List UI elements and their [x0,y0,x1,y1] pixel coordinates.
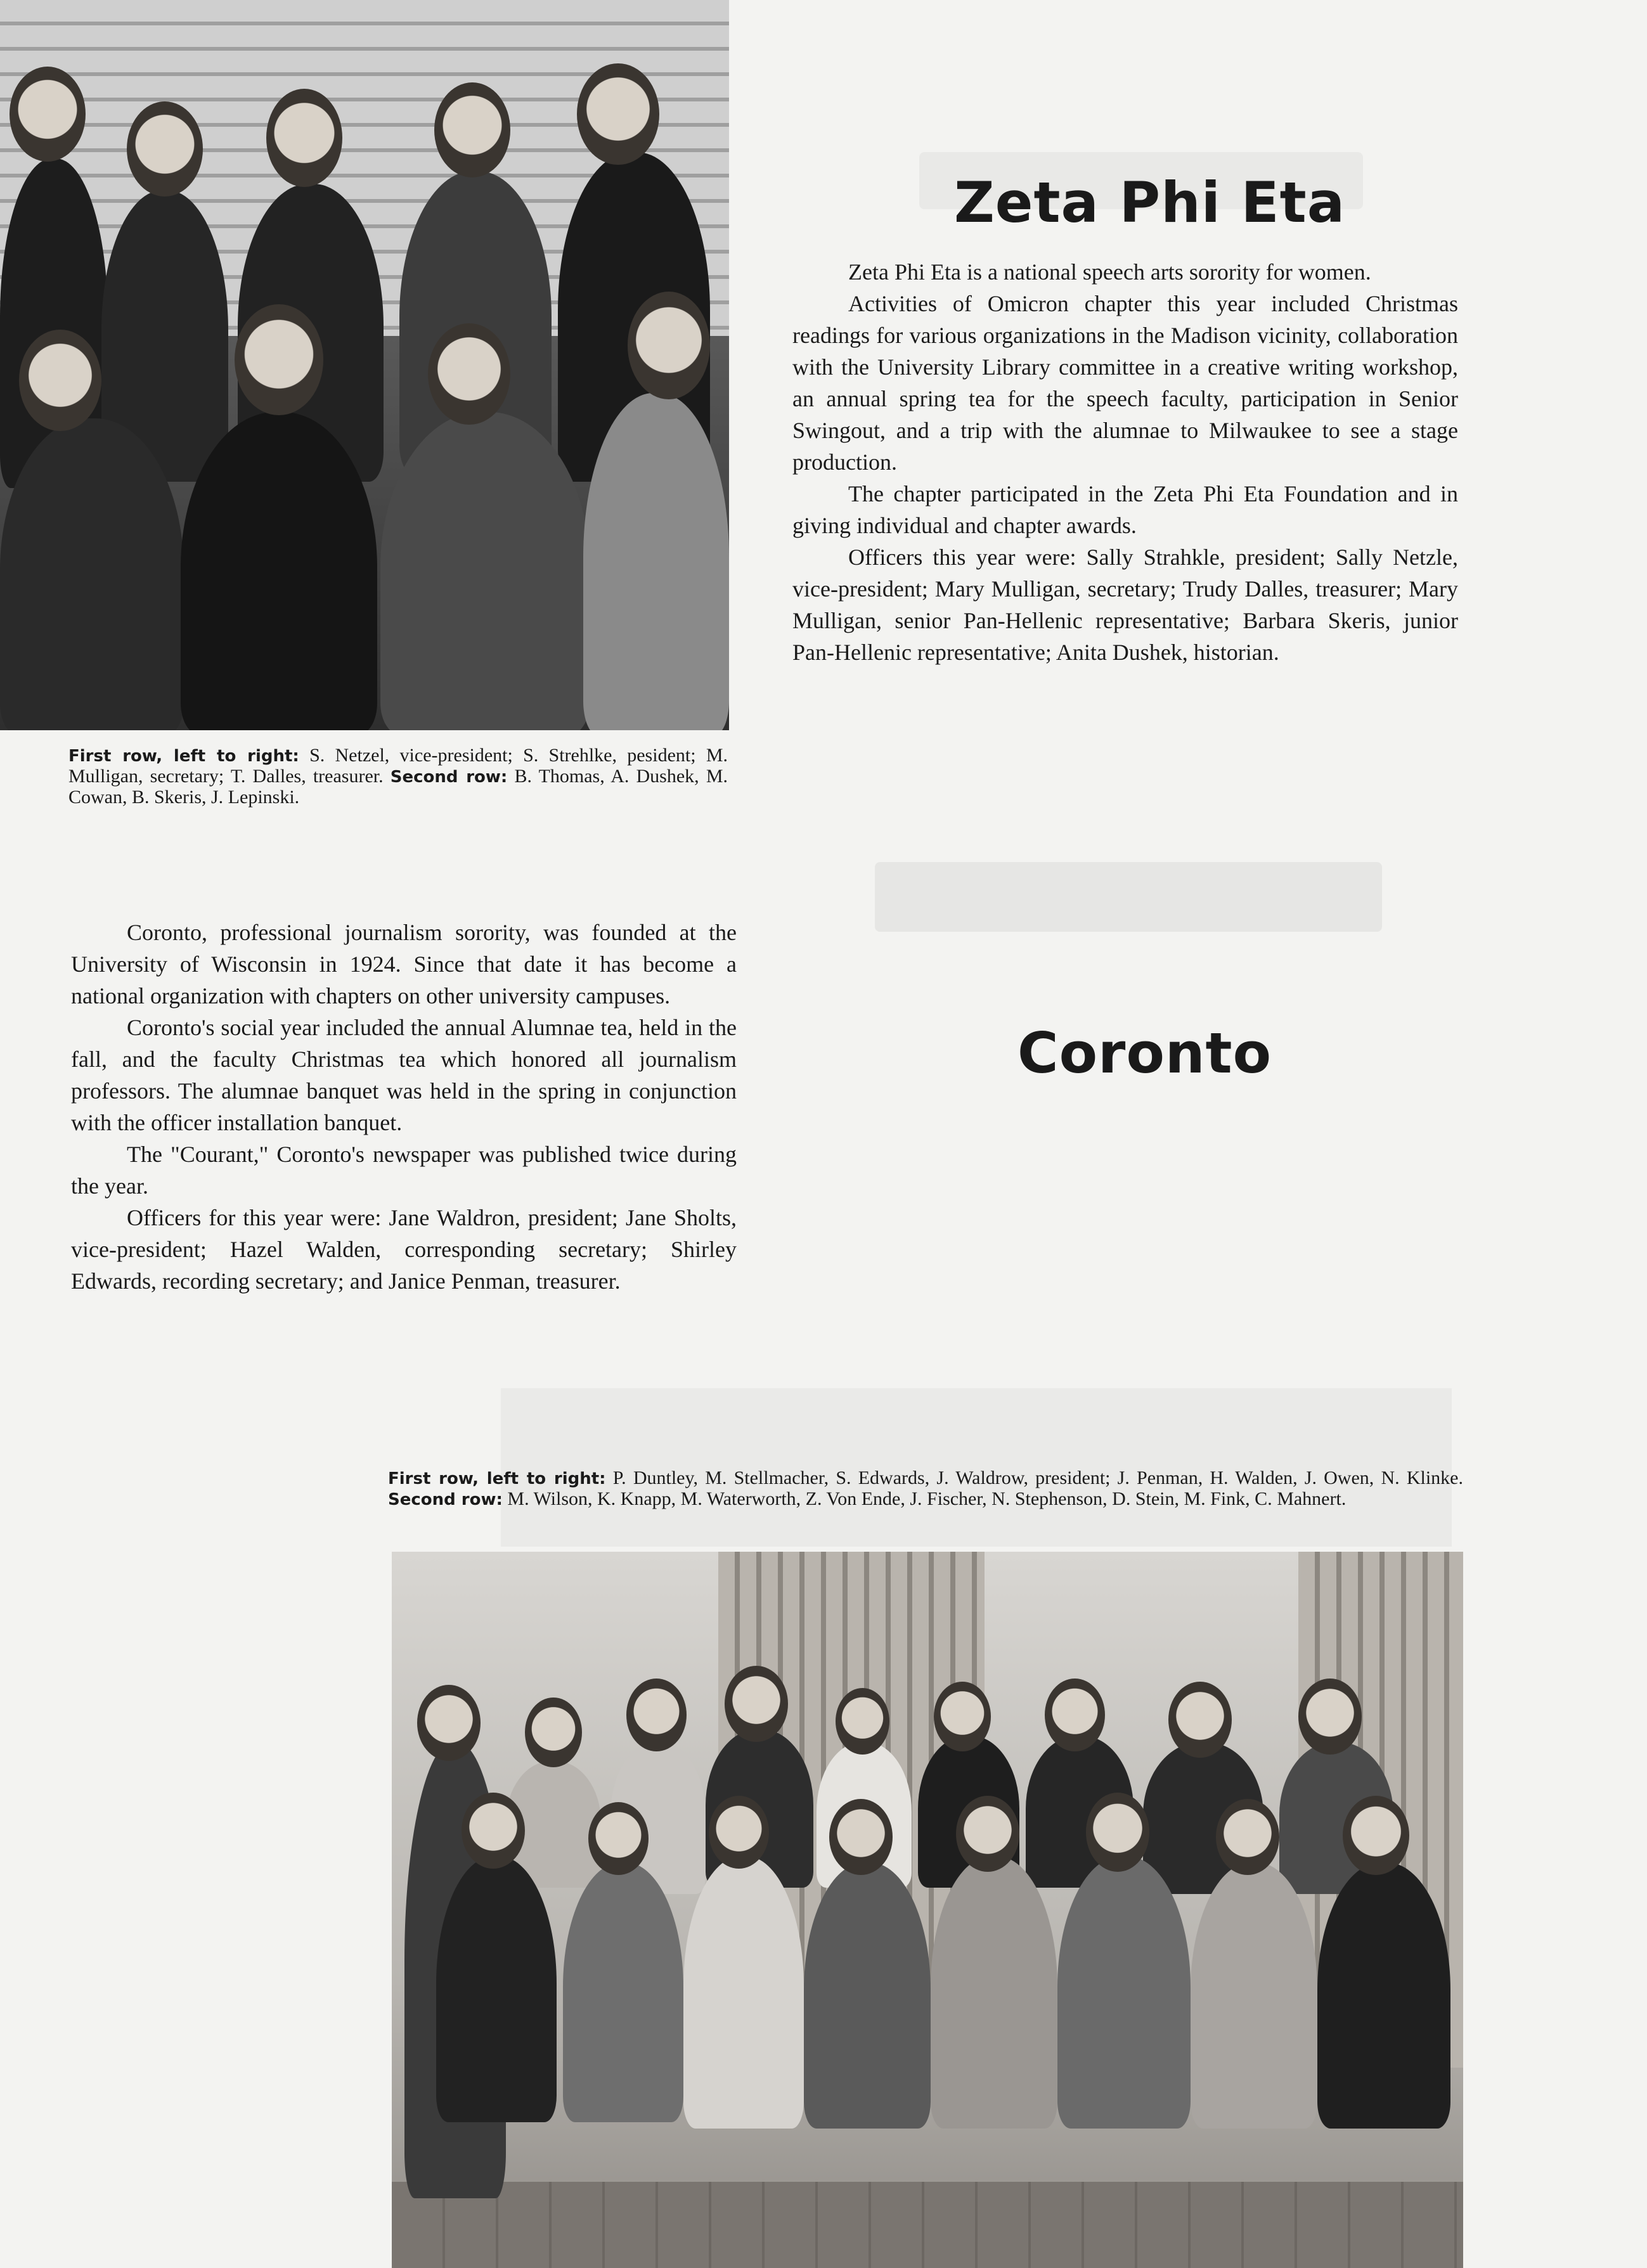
member-figure [563,1862,683,2122]
member-head [588,1802,649,1875]
member-head [725,1666,788,1742]
member-head [829,1799,893,1875]
member-head [417,1685,481,1761]
member-head [428,323,510,425]
coronto-title: Coronto [1017,1021,1272,1086]
member-head [1216,1799,1279,1875]
coronto-photo-caption [388,1468,1463,1510]
member-head [10,67,86,162]
member-figure [583,393,729,730]
member-figure [380,412,590,730]
member-head [266,89,342,187]
coronto-paragraph: Coronto's social year included the annual Alumnae tea, held in the fall, and the faculty Christmas tea which honored all journalism professors. The alumnae banquet was held in the spring in conjunction with the officer installation banquet. [71,1015,737,1135]
member-head [934,1682,991,1751]
member-head [1045,1678,1105,1751]
member-head [19,330,101,431]
member-figure [804,1862,931,2129]
member-head [1168,1682,1232,1758]
zeta-paragraph: Zeta Phi Eta is a national speech arts sorority for women. [848,259,1371,285]
coronto-body [71,917,737,1297]
coronto-paragraph: The "Courant," Coronto's newspaper was published twice during the year. [71,1142,737,1199]
member-figure [181,412,377,730]
member-figure [436,1856,557,2122]
member-head [836,1688,889,1755]
zeta-phi-eta-title: Zeta Phi Eta [954,170,1346,235]
zeta-phi-eta-body [792,256,1458,668]
zeta-paragraph: Officers this year were: Sally Strahkle, president; Sally Netzle, vice-president; Mary Mulligan, secretary; Trudy Dalles, treasurer; Mary Mulligan, senior Pan-Hellenic representative; Barbara Skeris, junior Pan-Hellenic representative; Anita Dushek, historian. [792,544,1458,665]
wooden-floor [392,2182,1463,2268]
member-head [1298,1678,1362,1755]
member-head [434,82,510,177]
zeta-paragraph: Activities of Omicron chapter this year included Christmas readings for various organizations in the Madison vicinity, collaboration with the University Library committee in a creative writing workshop, an annual spring tea for the speech faculty, participation in Senior Swingout, and a trip with the alumnae to Milwaukee to see a stage production. [792,291,1458,475]
caption-row2-label: Second row: [388,1490,503,1509]
member-head [709,1796,769,1869]
caption-row2-names: M. Wilson, K. Knapp, M. Waterworth, Z. Von Ende, J. Fischer, N. Stephenson, D. Stein, M. Fink, C. Mahnert. [507,1488,1347,1509]
member-head [577,63,659,165]
zeta-paragraph: The chapter participated in the Zeta Phi Eta Foundation and in giving individual and chapter awards. [792,481,1458,538]
coronto-paragraph: Officers for this year were: Jane Waldron, president; Jane Sholts, vice-president; Hazel Walden, corresponding secretary; Shirley Edwards, recording secretary; and Janice Penman, treasurer. [71,1205,737,1294]
member-head [1086,1793,1149,1872]
member-head [462,1793,525,1869]
zeta-phi-eta-group-photo [0,0,729,730]
coronto-group-photo [392,1552,1463,2268]
zeta-photo-caption [68,745,728,808]
caption-row1-label: First row, left to right: [68,747,299,766]
coronto-paragraph: Coronto, professional journalism sorority, was founded at the University of Wisconsin in 1924. Since that date it has become a national organization with chapters on other university campuses. [71,920,737,1008]
caption-row1-names: P. Duntley, M. Stellmacher, S. Edwards, J. Waldrow, president; J. Penman, H. Walden, J. Owen, N. Klinke. [612,1467,1463,1488]
caption-row1-label: First row, left to right: [388,1469,606,1488]
member-head [1343,1796,1409,1875]
member-head [626,1678,687,1751]
member-figure [1317,1862,1450,2129]
caption-row1-names: S. Netzel, vice-president; S. Strehlke, pesident; M. Mulligan, secretary; T. Dalles, treasurer. [68,745,728,787]
member-head [525,1698,582,1767]
member-figure [931,1856,1057,2129]
bleed-through-heading [875,862,1382,932]
member-figure [1191,1862,1317,2129]
member-head [235,304,323,415]
member-head [127,101,203,197]
member-figure [1057,1856,1191,2129]
member-figure [683,1856,804,2129]
member-head [628,292,710,399]
member-figure [0,418,184,730]
member-head [956,1796,1019,1872]
caption-row2-names: B. Thomas, A. Dushek, M. Cowan, B. Skeris, J. Lepinski. [68,766,728,808]
caption-row2-label: Second row: [390,768,508,787]
